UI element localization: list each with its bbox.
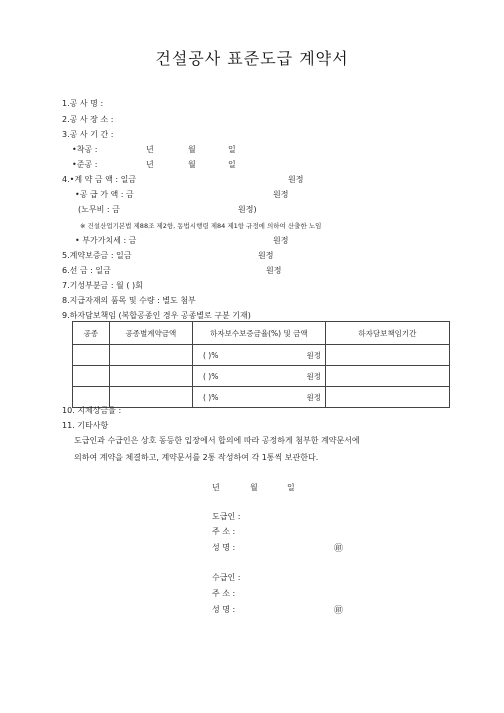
item-progress-payment: 7.기성부분금 : 월 ( )회 xyxy=(62,281,143,290)
cell-work-type[interactable] xyxy=(73,387,110,408)
table-row xyxy=(73,345,450,366)
contractor-address-label: 주 소 : xyxy=(212,527,236,536)
subcontractor-name-label: 성 명 : xyxy=(212,605,236,614)
item-contract-deposit: 5.계약보증금 : 일금 xyxy=(62,251,132,260)
supply-price-label: •공 급 가 액 : 금 xyxy=(75,190,134,199)
end-year: 년 xyxy=(146,160,154,169)
header-work-type: 공종 xyxy=(73,322,110,345)
cell-liability-period[interactable] xyxy=(325,366,449,387)
contractor-name-label: 성 명 : xyxy=(212,543,236,552)
item-contract-amount: 4.•계 약 금 액 : 일금 xyxy=(62,175,137,184)
contractor-label: 도급인 : xyxy=(212,512,241,521)
vat-won: 원정 xyxy=(273,236,289,245)
item-supplied-materials: 8.지급자재의 품목 및 수량 : 별도 첨부 xyxy=(62,296,196,305)
agreement-paragraph-line2: 의하여 계약을 체결하고, 계약문서를 2통 작성하여 각 1통씩 보관한다. xyxy=(74,453,319,462)
header-warranty-rate: 하자보수보증금율(%) 및 금액 xyxy=(193,322,326,345)
cell-liability-period[interactable] xyxy=(325,345,449,366)
end-day: 일 xyxy=(228,160,236,169)
labor-cost-won: 원정) xyxy=(238,205,257,214)
start-month: 월 xyxy=(188,145,196,154)
end-month: 월 xyxy=(188,160,196,169)
supply-price-won: 원정 xyxy=(273,190,289,199)
defect-liability-table xyxy=(72,321,450,408)
advance-payment-won: 원정 xyxy=(266,266,282,275)
cell-contract-amount[interactable] xyxy=(109,366,192,387)
contractor-seal-mark: ㊞ xyxy=(334,544,344,554)
start-day: 일 xyxy=(228,145,236,154)
subcontractor-label: 수급인 : xyxy=(212,573,241,582)
item-advance-payment: 6.선 금 : 일금 xyxy=(62,266,111,275)
contract-amount-won: 원정 xyxy=(288,175,304,184)
header-liability-period: 하자담보책임기간 xyxy=(325,322,449,345)
cell-contract-amount[interactable] xyxy=(109,387,192,408)
sign-date-day: 일 xyxy=(287,483,295,492)
end-date-label: •준공 : xyxy=(72,160,98,169)
cell-warranty-rate[interactable]: ( )% 원정 xyxy=(193,387,326,408)
cell-warranty-rate[interactable]: ( )% 원정 xyxy=(193,345,326,366)
item-defect-liability: 9.하자담보책임 (복합공종인 경우 공종별로 구분 기재) xyxy=(62,311,251,320)
sign-date-month: 월 xyxy=(250,483,258,492)
cell-work-type[interactable] xyxy=(73,366,110,387)
document-title: 건설공사 표준도급 계약서 xyxy=(155,49,349,68)
item-delay-penalty: 10. 지체상금율 : xyxy=(62,406,122,415)
agreement-paragraph-line1: 도급인과 수급인은 상호 동등한 입장에서 합의에 따라 공정하게 첨부한 계약문서에 xyxy=(74,436,360,445)
subcontractor-seal-mark: ㊞ xyxy=(334,606,344,616)
item-other-terms: 11. 기타사항 xyxy=(62,421,109,430)
item-project-location: 2.공 사 장 소 : xyxy=(62,115,114,124)
vat-label: • 부가가치세 : 금 xyxy=(75,236,137,245)
item-project-period: 3.공 사 기 간 : xyxy=(62,130,114,139)
table-row xyxy=(73,387,450,408)
subcontractor-address-label: 주 소 : xyxy=(212,589,236,598)
contract-deposit-won: 원정 xyxy=(258,251,274,260)
item-project-name: 1.공 사 명 : xyxy=(62,99,104,108)
cell-contract-amount[interactable] xyxy=(109,345,192,366)
cell-liability-period[interactable] xyxy=(325,387,449,408)
cell-work-type[interactable] xyxy=(73,345,110,366)
header-contract-amount: 공종별계약금액 xyxy=(109,322,192,345)
start-date-label: •착공 : xyxy=(72,145,98,154)
labor-cost-note: ※ 건설산업기본법 제88조 제2항, 동법시행령 제84 제1항 규정에 의하여 산출한 노임 xyxy=(80,222,322,230)
labor-cost-label: (노무비 : 금 xyxy=(78,205,120,214)
sign-date-year: 년 xyxy=(212,483,220,492)
table-header-row xyxy=(73,322,450,345)
table-row xyxy=(73,366,450,387)
start-year: 년 xyxy=(146,145,154,154)
cell-warranty-rate[interactable]: ( )% 원정 xyxy=(193,366,326,387)
